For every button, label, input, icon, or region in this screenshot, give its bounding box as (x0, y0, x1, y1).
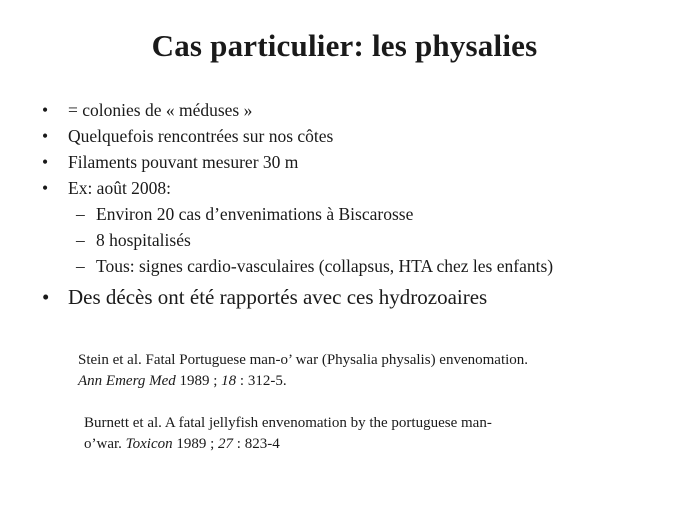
citation-volume: 18 (221, 373, 237, 389)
bullet-text: Quelquefois rencontrées sur nos côtes (68, 126, 334, 146)
citation-pages: : 823-4 (233, 436, 280, 452)
bullet-text: Filaments pouvant mesurer 30 m (68, 152, 299, 172)
bullet-list (40, 97, 680, 313)
bullet-item (40, 149, 680, 175)
sub-bullet-marker: – (76, 256, 85, 276)
sub-bullet-text: Environ 20 cas d’envenimations à Biscarosse (96, 204, 414, 224)
bullet-item (40, 123, 680, 149)
sub-bullet-item (40, 253, 680, 279)
reference-citation (78, 371, 668, 392)
sub-bullet-item (40, 201, 680, 227)
reference-stein (78, 350, 668, 392)
citation-year: 1989 ; (172, 436, 219, 452)
citation-prefix: o’war. (84, 436, 126, 452)
bullet-marker: • (42, 178, 49, 198)
reference-line: Stein et al. Fatal Portuguese man-o’ war (Physalia physalis) envenomation. (78, 352, 529, 368)
bullet-marker: • (42, 285, 50, 309)
citation-volume: 27 (218, 436, 234, 452)
slide-title: Cas particulier: les physalies (151, 28, 538, 63)
journal-name: Ann Emerg Med (78, 373, 176, 389)
bullet-text: Des décès ont été rapportés avec ces hydrozoaires (68, 285, 488, 309)
bullet-marker: • (42, 100, 49, 120)
sub-bullet-text: 8 hospitalisés (96, 230, 191, 250)
sub-bullet-marker: – (76, 230, 85, 250)
sub-bullet-item (40, 227, 680, 253)
sub-bullet-text: Tous: signes cardio-vasculaires (collapsus, HTA chez les enfants) (96, 256, 554, 276)
reference-line: Burnett et al. A fatal jellyfish envenomation by the portuguese man- (84, 415, 492, 431)
sub-bullet-marker: – (76, 204, 85, 224)
bullet-item (40, 97, 680, 123)
bullet-item (40, 175, 680, 201)
journal-name: Toxicon (125, 436, 173, 452)
reference-burnett (84, 413, 644, 455)
bullet-item-emphasis (40, 281, 680, 313)
bullet-marker: • (42, 152, 49, 172)
reference-citation (84, 434, 644, 455)
citation-pages: : 312-5. (236, 373, 287, 389)
bullet-marker: • (42, 126, 49, 146)
citation-year: 1989 ; (175, 373, 222, 389)
bullet-text: = colonies de « méduses » (68, 100, 253, 120)
bullet-text: Ex: août 2008: (68, 178, 172, 198)
